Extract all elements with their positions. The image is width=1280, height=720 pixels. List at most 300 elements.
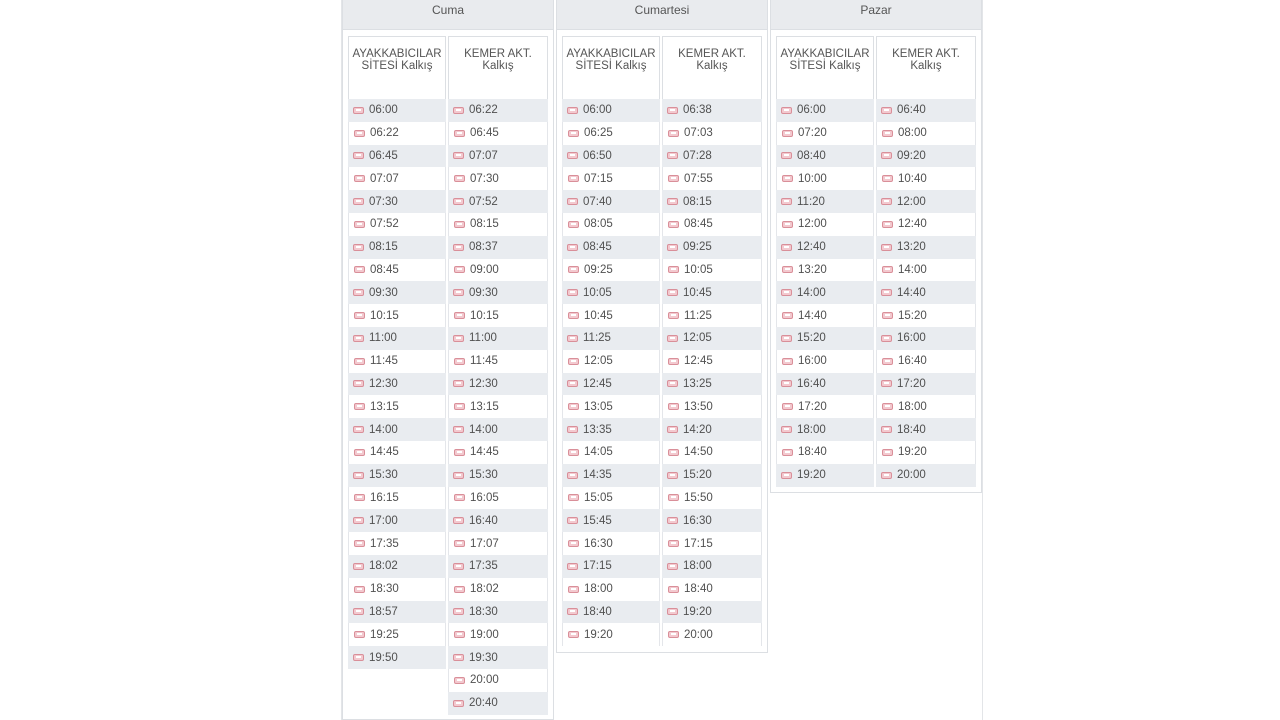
bus-icon	[354, 266, 365, 273]
departure-time: 14:35	[583, 469, 612, 482]
column-header	[448, 36, 548, 99]
bus-icon	[454, 540, 465, 547]
departure-time: 07:28	[683, 149, 712, 162]
bus-icon	[454, 175, 465, 182]
day-panel-cumartesi	[556, 0, 768, 653]
departure-row	[448, 646, 548, 669]
departure-row	[448, 190, 548, 213]
departure-row	[448, 601, 548, 624]
departure-time: 12:05	[683, 332, 712, 345]
bus-icon	[668, 449, 679, 456]
departure-row	[448, 259, 548, 282]
departure-row	[662, 487, 762, 510]
bus-icon	[354, 540, 365, 547]
bus-icon	[667, 563, 678, 570]
bus-icon	[454, 677, 465, 684]
column-header-line: AYAKKABICILAR	[352, 48, 442, 60]
bus-icon	[881, 426, 892, 433]
column-header-line: SİTESİ Kalkış	[789, 60, 861, 72]
day-panel-cuma	[342, 0, 554, 720]
bus-icon	[668, 312, 679, 319]
bus-icon	[353, 654, 364, 661]
departure-row	[662, 601, 762, 624]
bus-icon	[567, 152, 578, 159]
departure-time: 06:40	[897, 104, 926, 117]
departure-time: 15:30	[469, 469, 498, 482]
departure-row	[348, 555, 446, 578]
departure-row	[876, 395, 976, 418]
bus-icon	[567, 289, 578, 296]
departure-row	[662, 99, 762, 122]
departure-time: 09:20	[897, 149, 926, 162]
bus-icon	[882, 358, 893, 365]
departure-row	[348, 327, 446, 350]
departure-time: 15:20	[898, 309, 927, 322]
departure-time: 12:45	[684, 355, 713, 368]
bus-icon	[567, 198, 578, 205]
departure-row	[448, 669, 548, 692]
departure-time: 18:57	[369, 605, 398, 618]
departure-time: 16:00	[798, 355, 827, 368]
departure-row	[776, 418, 874, 441]
departure-row	[348, 145, 446, 168]
column-header-line: Kalkış	[696, 60, 728, 72]
departure-row	[348, 464, 446, 487]
column-ayakkabicilar	[562, 36, 662, 646]
bus-icon	[453, 107, 464, 114]
bus-icon	[353, 472, 364, 479]
departure-row	[562, 236, 660, 259]
departure-row	[662, 213, 762, 236]
bus-icon	[781, 472, 792, 479]
bus-icon	[568, 449, 579, 456]
departure-time: 12:30	[469, 377, 498, 390]
day-header	[557, 0, 767, 30]
bus-icon	[668, 221, 679, 228]
departure-row	[876, 122, 976, 145]
departure-row	[562, 259, 660, 282]
bus-icon	[353, 289, 364, 296]
departure-row	[776, 190, 874, 213]
day-title: Pazar	[860, 3, 892, 17]
departure-row	[562, 304, 660, 327]
bus-icon	[453, 654, 464, 661]
bus-icon	[568, 175, 579, 182]
departure-time: 07:52	[469, 195, 498, 208]
departure-time: 08:05	[584, 218, 613, 231]
departure-time: 09:30	[469, 286, 498, 299]
departure-time: 13:20	[897, 241, 926, 254]
departure-row	[662, 281, 762, 304]
column-header-line: SİTESİ Kalkış	[575, 60, 647, 72]
departure-time: 10:45	[584, 309, 613, 322]
departure-row	[448, 99, 548, 122]
bus-icon	[781, 380, 792, 387]
departure-time: 07:07	[469, 149, 498, 162]
departure-row	[562, 601, 660, 624]
departure-row	[776, 122, 874, 145]
departure-time: 08:00	[898, 127, 927, 140]
bus-icon	[453, 152, 464, 159]
bus-icon	[881, 472, 892, 479]
bus-icon	[353, 517, 364, 524]
departure-row	[448, 395, 548, 418]
departure-time: 14:00	[369, 423, 398, 436]
bus-icon	[782, 312, 793, 319]
bus-icon	[567, 107, 578, 114]
departure-row	[776, 99, 874, 122]
bus-icon	[454, 631, 465, 638]
departure-time: 15:20	[797, 332, 826, 345]
day-panel-pazar	[770, 0, 982, 493]
departure-time: 14:50	[684, 446, 713, 459]
departure-row	[876, 236, 976, 259]
departure-time: 16:40	[898, 355, 927, 368]
bus-icon	[668, 175, 679, 182]
departure-time: 17:20	[798, 400, 827, 413]
bus-icon	[567, 335, 578, 342]
departure-time: 08:15	[369, 241, 398, 254]
bus-icon	[668, 130, 679, 137]
bus-icon	[667, 608, 678, 615]
departure-row	[448, 464, 548, 487]
departure-row	[348, 236, 446, 259]
departure-time: 12:40	[898, 218, 927, 231]
departure-row	[662, 190, 762, 213]
departure-time: 11:45	[470, 355, 498, 368]
departure-row	[876, 373, 976, 396]
bus-icon	[453, 380, 464, 387]
departure-row	[348, 350, 446, 373]
bus-icon	[354, 130, 365, 137]
departure-time: 18:00	[584, 583, 613, 596]
departure-time: 07:55	[684, 172, 713, 185]
bus-icon	[668, 403, 679, 410]
bus-icon	[882, 312, 893, 319]
day-header	[771, 0, 981, 30]
bus-icon	[454, 221, 465, 228]
departure-row	[348, 122, 446, 145]
bus-icon	[781, 244, 792, 251]
departure-row	[562, 464, 660, 487]
departure-row	[662, 373, 762, 396]
bus-icon	[354, 403, 365, 410]
departure-row	[876, 213, 976, 236]
departure-row	[562, 281, 660, 304]
bus-icon	[781, 198, 792, 205]
departure-time: 19:20	[797, 469, 826, 482]
bus-icon	[782, 358, 793, 365]
departure-row	[348, 487, 446, 510]
departure-row	[562, 487, 660, 510]
departure-time: 07:40	[583, 195, 612, 208]
departure-row	[776, 236, 874, 259]
departure-row	[562, 441, 660, 464]
departure-row	[876, 190, 976, 213]
departure-row	[876, 350, 976, 373]
departure-row	[562, 99, 660, 122]
departure-row	[776, 350, 874, 373]
bus-icon	[353, 152, 364, 159]
departure-time: 16:30	[683, 514, 712, 527]
departure-row	[876, 418, 976, 441]
departure-row	[348, 259, 446, 282]
departure-row	[776, 281, 874, 304]
bus-icon	[353, 426, 364, 433]
departure-row	[448, 213, 548, 236]
bus-icon	[454, 449, 465, 456]
bus-icon	[781, 152, 792, 159]
bus-icon	[454, 494, 465, 501]
departure-row	[348, 418, 446, 441]
departure-row	[348, 304, 446, 327]
departure-row	[776, 304, 874, 327]
bus-icon	[882, 221, 893, 228]
departure-row	[348, 623, 446, 646]
departure-time: 14:00	[898, 263, 927, 276]
departure-time: 08:40	[797, 149, 826, 162]
departure-row	[776, 395, 874, 418]
departure-time: 08:37	[469, 241, 498, 254]
column-header-line: Kalkış	[910, 60, 942, 72]
departure-row	[876, 259, 976, 282]
departure-row	[776, 373, 874, 396]
departure-row	[448, 327, 548, 350]
departure-time: 18:40	[583, 605, 612, 618]
departure-row	[562, 350, 660, 373]
departure-row	[348, 532, 446, 555]
departure-row	[662, 418, 762, 441]
bus-icon	[881, 380, 892, 387]
bus-icon	[781, 107, 792, 114]
day-header	[343, 0, 553, 30]
departure-row	[562, 555, 660, 578]
departure-row	[448, 578, 548, 601]
departure-row	[562, 213, 660, 236]
column-header-line: KEMER AKT.	[464, 48, 532, 60]
departure-row	[448, 418, 548, 441]
departure-row	[448, 236, 548, 259]
departure-time: 18:30	[469, 605, 498, 618]
departure-time: 08:45	[583, 241, 612, 254]
departure-time: 17:35	[469, 560, 498, 573]
departure-row	[776, 145, 874, 168]
departure-row	[876, 464, 976, 487]
bus-icon	[781, 289, 792, 296]
bus-icon	[668, 631, 679, 638]
departure-time: 13:05	[584, 400, 613, 413]
column-header-line: KEMER AKT.	[678, 48, 746, 60]
bus-icon	[454, 312, 465, 319]
departure-time: 09:30	[369, 286, 398, 299]
departure-row	[776, 327, 874, 350]
bus-icon	[668, 540, 679, 547]
departure-row	[348, 509, 446, 532]
departure-time: 14:45	[370, 446, 399, 459]
column-kemer	[876, 36, 976, 487]
departure-time: 19:25	[370, 628, 399, 641]
departure-row	[662, 236, 762, 259]
departure-time: 10:05	[684, 263, 713, 276]
bus-icon	[353, 563, 364, 570]
bus-icon	[568, 540, 579, 547]
departure-time: 17:35	[370, 537, 399, 550]
departure-row	[662, 167, 762, 190]
bus-icon	[881, 244, 892, 251]
departure-time: 06:25	[584, 127, 613, 140]
departure-row	[448, 692, 548, 715]
departure-row	[562, 418, 660, 441]
bus-icon	[454, 358, 465, 365]
departure-row	[562, 623, 660, 646]
departure-time: 10:15	[370, 309, 399, 322]
departure-row	[876, 281, 976, 304]
departure-time: 13:15	[370, 400, 399, 413]
departure-row	[348, 578, 446, 601]
departure-time: 16:30	[584, 537, 613, 550]
bus-icon	[353, 198, 364, 205]
column-kemer	[662, 36, 762, 646]
bus-icon	[568, 631, 579, 638]
day-title: Cumartesi	[634, 3, 690, 17]
departure-row	[662, 145, 762, 168]
departure-time: 07:52	[370, 218, 399, 231]
departure-time: 15:05	[584, 491, 613, 504]
departure-row	[448, 281, 548, 304]
departure-row	[776, 441, 874, 464]
bus-icon	[567, 426, 578, 433]
departure-time: 07:30	[470, 172, 499, 185]
bus-icon	[453, 335, 464, 342]
departure-time: 07:15	[584, 172, 613, 185]
bus-icon	[668, 586, 679, 593]
bus-icon	[881, 289, 892, 296]
bus-icon	[667, 107, 678, 114]
departure-time: 06:45	[369, 149, 398, 162]
departure-time: 11:25	[583, 332, 611, 345]
departure-row	[448, 441, 548, 464]
bus-icon	[668, 266, 679, 273]
bus-icon	[782, 403, 793, 410]
departure-time: 20:00	[897, 469, 926, 482]
column-header-line: AYAKKABICILAR	[566, 48, 656, 60]
bus-icon	[354, 449, 365, 456]
departure-row	[876, 304, 976, 327]
departure-row	[348, 373, 446, 396]
column-ayakkabicilar	[776, 36, 876, 487]
departure-row	[876, 167, 976, 190]
bus-icon	[568, 586, 579, 593]
bus-icon	[453, 517, 464, 524]
bus-icon	[453, 608, 464, 615]
bus-icon	[354, 221, 365, 228]
departure-row	[448, 487, 548, 510]
departure-row	[662, 555, 762, 578]
departure-row	[448, 373, 548, 396]
departure-row	[662, 304, 762, 327]
departure-time: 16:00	[897, 332, 926, 345]
departure-time: 18:00	[898, 400, 927, 413]
bus-icon	[567, 608, 578, 615]
departure-time: 16:40	[469, 514, 498, 527]
departure-time: 19:20	[898, 446, 927, 459]
departure-time: 11:00	[369, 332, 397, 345]
departure-time: 10:05	[583, 286, 612, 299]
departure-time: 12:00	[897, 195, 926, 208]
departure-row	[448, 532, 548, 555]
bus-icon	[568, 358, 579, 365]
bus-icon	[667, 426, 678, 433]
departure-time: 09:00	[470, 263, 499, 276]
bus-icon	[881, 198, 892, 205]
bus-icon	[454, 130, 465, 137]
column-header-line: KEMER AKT.	[892, 48, 960, 60]
departure-time: 18:02	[369, 560, 398, 573]
bus-icon	[353, 608, 364, 615]
departure-row	[562, 327, 660, 350]
departure-time: 18:00	[797, 423, 826, 436]
departure-row	[448, 122, 548, 145]
departure-time: 09:25	[584, 263, 613, 276]
departure-time: 19:30	[469, 651, 498, 664]
departure-row	[562, 190, 660, 213]
bus-icon	[882, 449, 893, 456]
bus-icon	[667, 472, 678, 479]
bus-icon	[782, 175, 793, 182]
departure-time: 06:22	[469, 104, 498, 117]
departure-time: 13:25	[683, 377, 712, 390]
departure-row	[662, 441, 762, 464]
departure-row	[562, 373, 660, 396]
departure-time: 12:45	[583, 377, 612, 390]
departure-time: 18:40	[897, 423, 926, 436]
bus-icon	[453, 426, 464, 433]
bus-icon	[453, 700, 464, 707]
departure-row	[662, 509, 762, 532]
departure-time: 12:30	[369, 377, 398, 390]
departure-time: 20:40	[469, 697, 498, 710]
bus-icon	[453, 289, 464, 296]
departure-row	[348, 213, 446, 236]
departure-row	[662, 395, 762, 418]
departure-time: 12:00	[798, 218, 827, 231]
departure-time: 07:07	[370, 172, 399, 185]
departure-row	[448, 304, 548, 327]
bus-icon	[668, 494, 679, 501]
departure-row	[876, 441, 976, 464]
bus-icon	[568, 494, 579, 501]
bus-icon	[568, 130, 579, 137]
column-header	[562, 36, 660, 99]
bus-icon	[353, 380, 364, 387]
timetable	[562, 36, 762, 646]
departure-time: 18:00	[683, 560, 712, 573]
bus-icon	[454, 266, 465, 273]
bus-icon	[667, 380, 678, 387]
bus-icon	[667, 517, 678, 524]
departure-row	[776, 464, 874, 487]
bus-icon	[568, 403, 579, 410]
departure-time: 14:00	[469, 423, 498, 436]
departure-time: 10:00	[798, 172, 827, 185]
departure-row	[562, 395, 660, 418]
bus-icon	[667, 244, 678, 251]
departure-time: 17:15	[583, 560, 612, 573]
departure-row	[776, 167, 874, 190]
bus-icon	[567, 380, 578, 387]
departure-time: 16:05	[470, 491, 499, 504]
departure-time: 19:00	[470, 628, 499, 641]
